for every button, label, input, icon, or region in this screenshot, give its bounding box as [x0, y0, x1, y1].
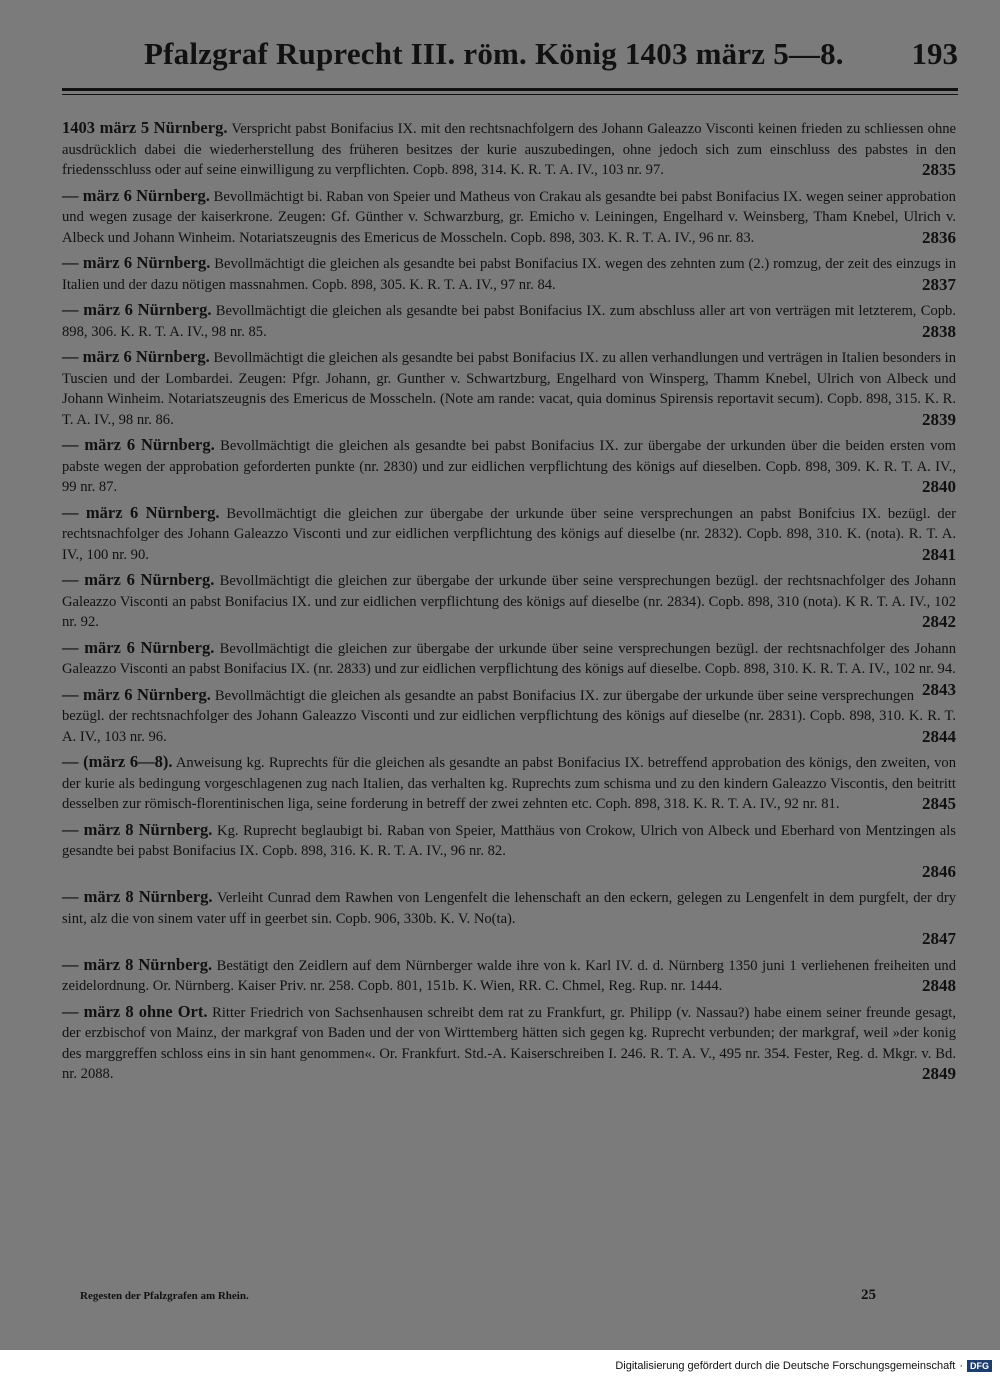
regest-entry — [62, 887, 956, 950]
regest-entry — [62, 186, 956, 249]
dfg-logo-icon: DFG — [967, 1360, 992, 1372]
entry-text: Bevollmächtigt die gleichen zur übergabe der urkunde über seine versprechungen an pabst Bonifcius IX. bezügl. der rechtsnachfolger des Johann Galeazzo Visconti und zur eidlichen verpflichtung des königs auf dieselbe (nr. 2832). Copb. 898, 310. K. (nota). R. T. A. IV., 100 nr. 90. — [62, 505, 956, 563]
sheet-number: 25 — [861, 1287, 876, 1303]
regest-entry — [62, 118, 956, 181]
entry-date: — märz 6 Nürnberg. — [62, 435, 215, 454]
entry-text: Bevollmächtigt die gleichen zur übergabe der urkunde über seine versprechungen bezügl. der rechtsnachfolger des Johann Galeazzo Visconti an pabst Bonifacius IX. und zur eidlichen verpflichtung des königs auf dieselbe (nr. 2834). Copb. 898, 310 (nota). K R. T. A. IV., 102 nr. 92. — [62, 573, 957, 630]
entry-text: Bevollmächtigt die gleichen zur übergabe der urkunde über seine versprechungen bezügl. der rechtsnachfolger des Johann Galeazzo Visconti an pabst Bonifacius IX. (nr. 2833) und zur eidlichen verpflichtung des königs auf dieselbe. Copb. 898, 310. K. R. T. A. IV., 102 nr. 94. — [62, 640, 957, 677]
entry-number: 2844 — [922, 726, 956, 746]
regest-entry — [62, 752, 956, 815]
entry-number: 2848 — [922, 976, 956, 995]
regest-entry — [62, 435, 956, 498]
entry-text: Verleiht Cunrad dem Rawhen von Lengenfelt die lehenschaft an den eckern, gelegen zu Lengenfelt in dem purgfelt, der dry sint, alz die von sinem vater uff in geerbet sin. Copb. 906, 330b. K. V. No(ta). — [62, 890, 956, 927]
page-footer — [80, 1287, 876, 1310]
entry-date: 1403 märz 5 Nürnberg. — [62, 118, 228, 137]
entry-text: Bestätigt den Zeidlern auf dem Nürnberger walde ihre von k. Karl IV. d. d. Nürnberg 1350 juni 1 verliehenen freiheiten und zeidelordnung. Or. Nürnberg. Kaiser Priv. nr. 258. Copb. 801, 151b. K. Wien, RR. C. Chmel, Reg. Rup. nr. 1444. — [62, 957, 957, 994]
entry-date: — märz 6 Nürnberg. — [62, 570, 215, 589]
entry-number: 2836 — [922, 227, 956, 247]
entry-date: — märz 6 Nürnberg. — [62, 502, 220, 522]
entry-number: 2840 — [922, 477, 956, 496]
entry-number: 2842 — [922, 612, 956, 631]
entry-number: 2849 — [922, 1064, 956, 1083]
entry-number: 2841 — [922, 544, 956, 564]
running-title: Pfalzgraf Ruprecht III. röm. König 1403 märz 5—8. — [144, 36, 844, 71]
regest-entry — [62, 820, 956, 883]
regesta-entries — [62, 118, 956, 1090]
credit-text: Digitalisierung gefördert durch die Deutsche Forschungsgemeinschaft — [615, 1360, 956, 1372]
entry-number: 2835 — [922, 160, 956, 179]
entry-date: — (märz 6—8). — [62, 752, 173, 771]
entry-date: — märz 6 Nürnberg. — [62, 253, 211, 272]
entry-number: 2847 — [922, 929, 956, 948]
header-rule-thick — [62, 88, 958, 91]
entry-date: — märz 8 Nürnberg. — [62, 819, 213, 839]
entry-number: 2839 — [922, 409, 956, 429]
entry-number: 2845 — [922, 794, 956, 813]
regest-entry — [62, 955, 956, 997]
entry-text: Verspricht pabst Bonifacius IX. mit den rechtsnachfolgern des Johann Galeazzo Visconti keinen frieden zu schliessen ohne ausdrücklich dabei die wiederherstellung des früheren besitzes der kurie auszubedingen, ohne jedoch sich zum einschluss des pabstes in den friedensschluss oder auf seine einwilligung zu verpflichten. Copb. 898, 314. K. R. T. A. IV., 103 nr. 97. — [62, 121, 957, 178]
regest-entry — [62, 1002, 956, 1085]
regest-entry — [62, 637, 957, 699]
entry-date: — märz 6 Nürnberg. — [62, 300, 212, 319]
entry-text: Bevollmächtigt die gleichen als gesandte bei pabst Bonifacius IX. zur übergabe der urkunden über die beiden ersten vom pabste wegen der approbation geforderten punkte (nr. 2830) und zur eidlichen verpflichtung des königs auf dieselben. Copb. 898, 309. K. R. T. A. IV., 99 nr. 87. — [62, 438, 957, 495]
footer-signature: Regesten der Pfalzgrafen am Rhein. — [80, 1290, 249, 1302]
entry-date: — märz 8 Nürnberg. — [62, 887, 213, 906]
regest-entry — [62, 503, 956, 566]
entry-text: Anweisung kg. Ruprechts für die gleichen als gesandte an pabst Bonifacius IX. betreffend approbation des königs, den zweiten, von der kurie als bedingung vorgeschlagenen zug nach Italien, das verhalten kg. Ruprechts zum schisma und zu den kindern Galeazzo Viscontis, den beitritt desselben zur römisch-florentinischen liga, seine forderung in betreff der zwei zehnten etc. Coph. 898, 318. K. R. T. A. IV., 92 nr. 81. — [62, 755, 957, 812]
entry-date: — märz 8 Nürnberg. — [62, 954, 213, 974]
entry-text: Bevollmächtigt die gleichen als gesandte bei pabst Bonifacius IX. wegen des zehnten zum (2.) romzug, der zeit des einzugs in Italien und der dazu nötigen massnahmen. Copb. 898, 305. K. R. T. A. IV., 97 nr. 84. — [62, 256, 956, 293]
entry-date: — märz 6 Nürnberg. — [62, 347, 210, 366]
regest-entry — [62, 300, 956, 342]
entry-date: — märz 6 Nürnberg. — [62, 637, 215, 657]
entry-text: Kg. Ruprecht beglaubigt bi. Raban von Speier, Matthäus von Crokow, Ulrich von Albeck und Eberhard von Mentzingen als gesandte bei pabst Bonifacius IX. Copb. 898, 316. K. R. T. A. IV., 96 nr. 82. — [62, 822, 956, 859]
entry-text: Bevollmächtigt bi. Raban von Speier und Matheus von Crakau als gesandte bei pabst Bonifacius IX. wegen seiner approbation und wegen zusage der kaiserkrone. Zeugen: Gf. Günther v. Schwarzburg, gr. Emicho v. Leiningen, Engelhard v. Weinsberg, Tham Knebel, Ulrich v. Albeck und Johann Winheim. Notariatszeugnis des Emericus de Mosscheln. Copb. 898, 303. K. R. T. A. IV., 96 nr. 83. — [62, 188, 956, 246]
entry-date: — märz 6 Nürnberg. — [62, 684, 211, 704]
entry-text: Ritter Friedrich von Sachsenhausen schreibt dem rat zu Frankfurt, gr. Philipp (v. Nassau?) habe einem seiner freunde gesagt, der erzbischof von Mainz, der markgraf von Baden und der von Wirttemberg hätten sich gegen kg. Ruprecht verbunden; der markgraf, weil »der konig des marggreffen schloss eins in sin hant genommen«. Or. Frankfurt. Std.-A. Kaiserschreiben I. 246. R. T. A. V., 495 nr. 354. Fester, Reg. d. Mkgr. v. Bd. nr. 2088. — [62, 1004, 956, 1082]
header-rule-thin — [62, 94, 958, 95]
page-number: 193 — [911, 36, 958, 71]
entry-text: Bevollmächtigt die gleichen als gesandte bei pabst Bonifacius IX. zum abschluss aller art von verträgen mit letzterem, Copb. 898, 306. K. R. T. A. IV., 98 nr. 85. — [62, 303, 957, 340]
regest-entry — [62, 347, 956, 430]
entry-number: 2837 — [922, 274, 956, 294]
entry-number: 2846 — [922, 861, 956, 881]
entry-date: — märz 6 Nürnberg. — [62, 185, 210, 205]
entry-text: Bevollmächtigt die gleichen als gesandte bei pabst Bonifacius IX. zu allen verhandlungen und verträgen in Italien besonders in Tuscien und der Lombardei. Zeugen: Pfgr. Johann, gr. Gunther v. Schwartzburg, Engelhard von Winsperg, Thamm Knebel, Ulrich von Albeck und Johann Winheim. Notariatszeugnis des Emericus de Mosscheln. (Note am rande: vacat, quia dominus Spirensis reportavit secum). Copb. 898, 315. K. R. T. A. IV., 98 nr. 86. — [62, 350, 957, 428]
regest-entry — [62, 685, 956, 748]
entry-number: 2843 — [922, 679, 956, 699]
page-header — [62, 36, 958, 82]
entry-date: — märz 8 ohne Ort. — [62, 1001, 208, 1021]
digitization-credit: Digitalisierung gefördert durch die Deutsche Forschungsgemeinschaft · DFG — [615, 1360, 992, 1372]
entry-text: Bevollmächtigt die gleichen als gesandte an pabst Bonifacius IX. zur übergabe der urkunde über seine versprechungen bezügl. der rechtsnachfolger des Johann Galeazzo Visconti und zur eidlichen verpflichtung des königs auf dieselbe (nr. 2831). Copb. 898, 310. K. R. T. A. IV., 103 nr. 96. — [62, 687, 956, 745]
regest-entry — [62, 570, 956, 633]
entry-number: 2838 — [922, 321, 956, 341]
regest-entry — [62, 253, 956, 295]
